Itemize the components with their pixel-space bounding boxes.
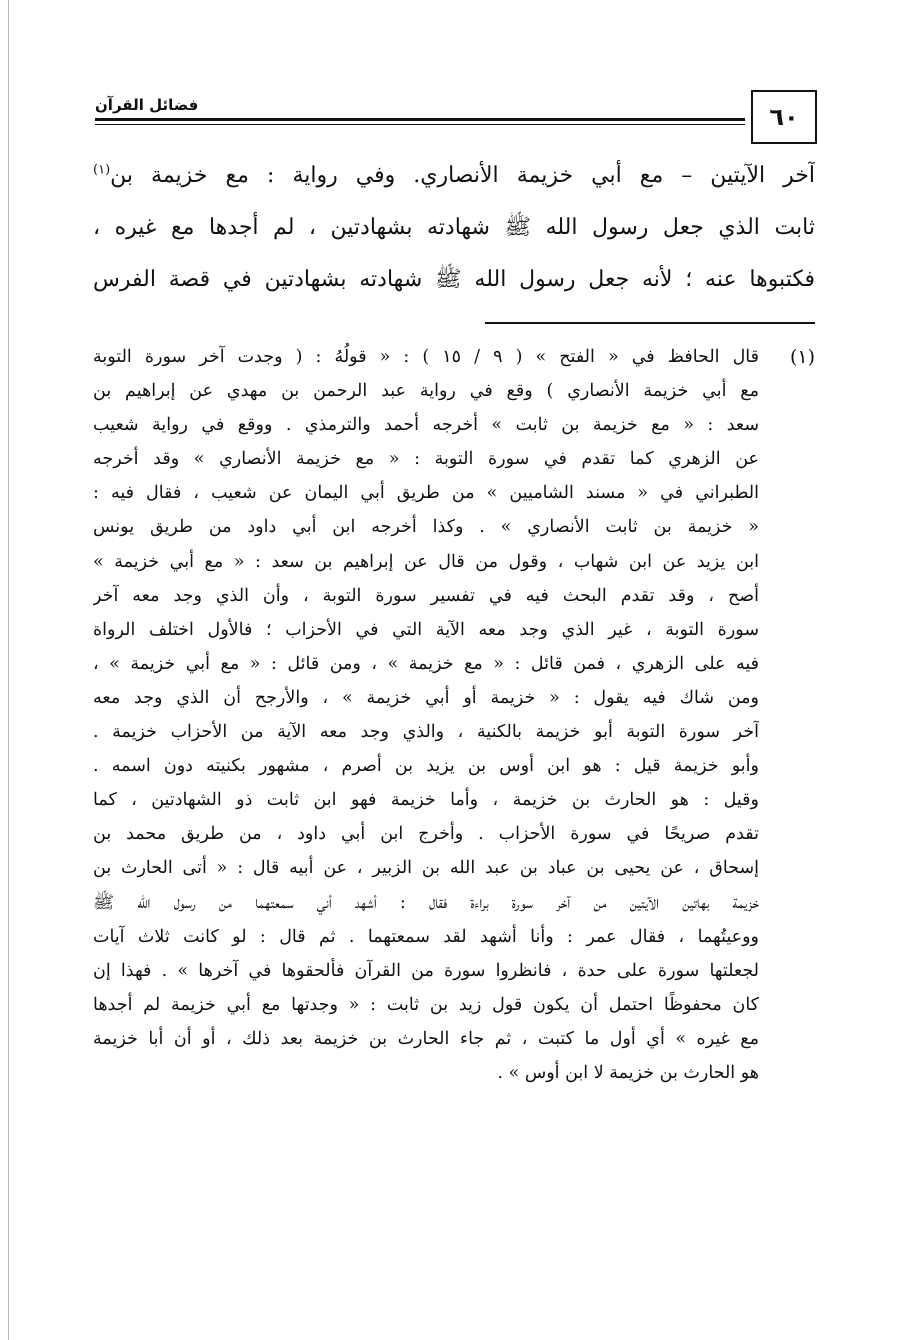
footnote-line: الطبراني في « مسند الشاميين » من طريق أبي اليمان عن شعيب ، فقال فيه :: [93, 483, 759, 504]
page-number: ٦٠: [751, 90, 817, 144]
footnote-line: كان محفوظًا احتمل أن يكون قول زيد بن ثابت : « وجدتها مع أبي خزيمة لم أجدها: [93, 994, 759, 1015]
footnote-line: تقدم صريحًا في سورة الأحزاب . وأخرج ابن أبي داود ، من طريق محمد بن: [93, 824, 759, 845]
footnote-body: [93, 340, 759, 1090]
header-rule: [95, 118, 745, 121]
footnote-line: مع أبي خزيمة الأنصاري ) وقع في رواية عبد الرحمن بن مهدي عن إبراهيم بن: [93, 381, 759, 402]
main-text-line: فكتبوها عنه ؛ لأنه جعل رسول الله ﷺ شهادته بشهادتين في قصة الفرس: [93, 267, 815, 292]
main-text-line: [93, 150, 815, 202]
footnote-line: خزيمة بهاتين الآيتين من آخر سورة براءة فقال : أشهد أني سمعتهما من رسول الله ﷺ: [93, 892, 759, 913]
footnote-line: وأبو خزيمة قيل : هو ابن أوس بن يزيد بن أصرم ، مشهور بكنيته دون اسمه .: [93, 756, 759, 777]
footnote-line: « خزيمة بن ثابت الأنصاري » . وكذا أخرجه ابن أبي داود من طريق يونس: [93, 517, 759, 538]
footnote-line: عن الزهري كما تقدم في سورة التوبة : « مع خزيمة الأنصاري » وقد أخرجه: [93, 449, 759, 470]
footnote-line: فيه على الزهري ، فمن قائل : « مع خزيمة » ، ومن قائل : « مع أبي خزيمة » ،: [93, 653, 759, 674]
footnote-line: سعد : « مع خزيمة بن ثابت » أخرجه أحمد والترمذي . ووقع في رواية شعيب: [93, 415, 759, 436]
page-edge-line: [8, 0, 9, 1340]
main-text-block: [93, 150, 815, 306]
main-line-1-text: آخر الآيتين – مع أبي خزيمة الأنصاري. وفي رواية : مع خزيمة بن: [110, 163, 815, 188]
page-header: [95, 90, 817, 150]
footnote-line: ووعيتُهما ، فقال عمر : وأنا أشهد لقد سمعتهما . ثم قال : لو كانت ثلاث آيات: [93, 926, 759, 947]
footnote-marker: (١): [789, 346, 815, 368]
footnote-line: وقيل : هو الحارث بن خزيمة ، وأما خزيمة فهو ابن ثابت ذو الشهادتين ، كما: [93, 790, 759, 811]
book-title: فضائل القرآن: [95, 96, 199, 114]
footnote-line: مع غيره » أي أول ما كتبت ، ثم جاء الحارث بن خزيمة بعد ذلك ، أو أن أبا خزيمة: [93, 1028, 759, 1049]
footnote-line: قال الحافظ في « الفتح » ( ٩ / ١٥ ) : « قولُهُ : ( وجدت آخر سورة التوبة: [93, 347, 759, 367]
footnote-line: أصح ، وقد تقدم البحث فيه في تفسير سورة التوبة ، وأن الذي وجد معه آخر: [93, 585, 759, 606]
footnote-line: سورة التوبة ، غير الذي وجد معه الآية التي في الأحزاب ؛ فالأول اختلف الرواة: [93, 619, 759, 640]
footnote-line: لجعلتها سورة على حدة ، فانظروا سورة من القرآن فألحقوها في آخرها » . فهذا إن: [93, 960, 759, 981]
footnote-reference: (١): [93, 162, 111, 178]
footnote-separator: [485, 322, 815, 324]
main-text-line: ثابت الذي جعل رسول الله ﷺ شهادته بشهادتين ، لم أجدها مع غيره ،: [93, 215, 815, 240]
footnote-line: ابن يزيد عن ابن شهاب ، وقول من قال عن إبراهيم بن سعد : « مع أبي خزيمة »: [93, 551, 759, 572]
footnote-line: ومن شاك فيه يقول : « خزيمة أو أبي خزيمة » ، والأرجح أن الذي وجد معه: [93, 687, 759, 708]
footnote-line: هو الحارث بن خزيمة لا ابن أوس » .: [497, 1062, 759, 1083]
footnote-line: آخر سورة التوبة أبو خزيمة بالكنية ، والذي وجد معه الآية من الأحزاب خزيمة .: [93, 722, 759, 743]
footnote-line: إسحاق ، عن يحيى بن عباد بن عبد الله بن الزبير ، عن أبيه قال : « أتى الحارث بن: [93, 858, 759, 879]
header-rule-thin: [95, 124, 745, 125]
